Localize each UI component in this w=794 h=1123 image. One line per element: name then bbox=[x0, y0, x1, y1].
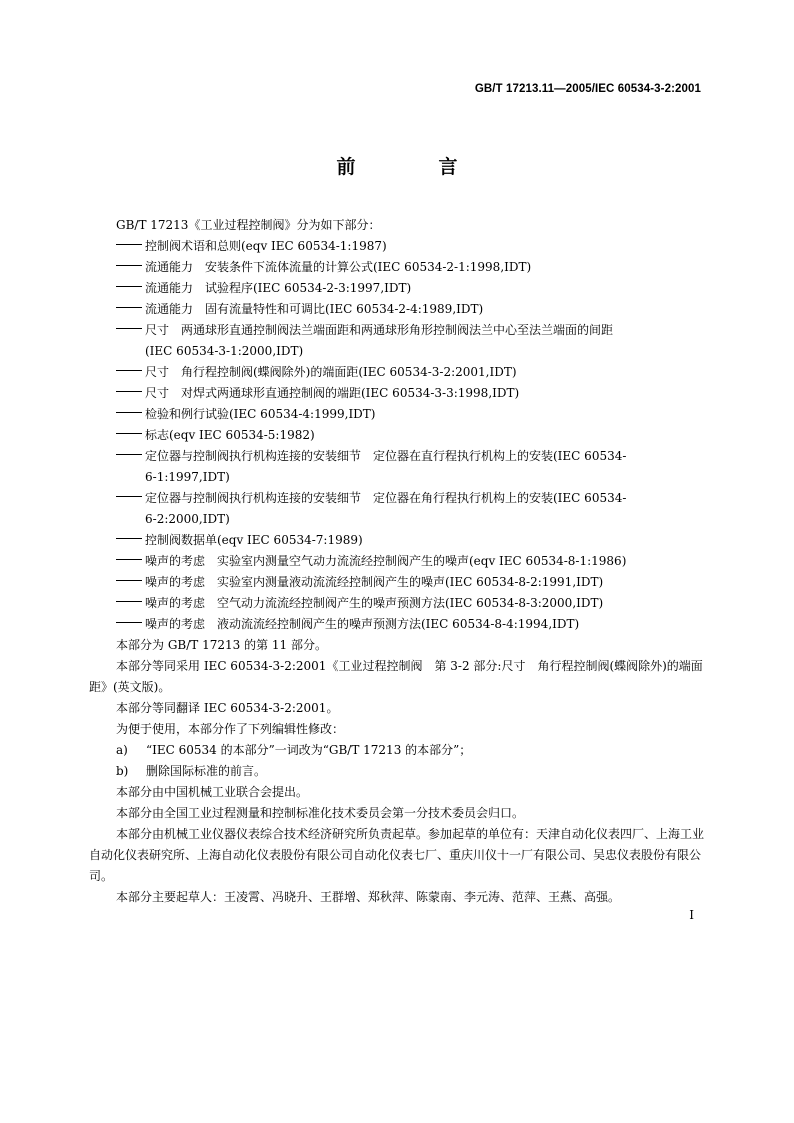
part-title: 标志(eqv IEC 60534-5:1982) bbox=[145, 428, 315, 442]
edit-marker: a) bbox=[116, 743, 128, 757]
part-list-item bbox=[89, 320, 705, 362]
em-dash-marker bbox=[116, 551, 142, 572]
foreword-body bbox=[89, 215, 705, 908]
parts-list bbox=[89, 236, 705, 635]
part-list-item bbox=[89, 257, 705, 278]
drafting-units-statement: 本部分由机械工业仪器仪表综合技术经济研究所负责起草。参加起草的单位有：天津自动化仪表四厂、上海工业自动化仪表研究所、上海自动化仪表股份有限公司自动化仪表七厂、重庆川仪十一厂有限公司、吴忠仪表股份有限公司。 bbox=[89, 827, 705, 883]
part-list-item bbox=[89, 278, 705, 299]
part-list-item bbox=[89, 446, 705, 488]
part-title: 控制阀数据单(eqv IEC 60534-7:1989) bbox=[145, 533, 363, 547]
part-title: 噪声的考虑 空气动力流流经控制阀产生的噪声预测方法(IEC 60534-8-3:2000,IDT) bbox=[145, 596, 604, 610]
em-dash-marker bbox=[116, 236, 142, 257]
part-list-item bbox=[89, 383, 705, 404]
part-title-continuation: (IEC 60534-3-1:2000,IDT) bbox=[145, 344, 304, 358]
em-dash-marker bbox=[116, 572, 142, 593]
em-dash-marker bbox=[116, 404, 142, 425]
edit-text: “IEC 60534 的本部分”一词改为“GB/T 17213 的本部分”； bbox=[146, 743, 472, 757]
edit-item bbox=[89, 740, 705, 761]
adoption-statement: 本部分等同采用 IEC 60534-3-2:2001《工业过程控制阀 第 3-2 部分:尺寸 角行程控制阀(蝶阀除外)的端面距》(英文版)。 bbox=[89, 659, 703, 694]
part-title: 定位器与控制阀执行机构连接的安装细节 定位器在角行程执行机构上的安装(IEC 60534- bbox=[145, 491, 627, 505]
em-dash-marker bbox=[116, 320, 142, 341]
part-list-item bbox=[89, 236, 705, 257]
part-list-item bbox=[89, 404, 705, 425]
part-title-continuation: 6-2:2000,IDT) bbox=[145, 512, 230, 526]
drafters-statement: 本部分主要起草人：王凌霄、冯晓升、王群增、郑秋萍、陈蒙南、李元涛、范萍、王燕、高强。 bbox=[116, 890, 621, 904]
page-number: I bbox=[689, 908, 694, 922]
parts-intro: GB/T 17213《工业过程控制阀》分为如下部分： bbox=[116, 218, 381, 232]
standard-number-header: GB/T 17213.11—2005/IEC 60534-3-2:2001 bbox=[474, 83, 701, 95]
em-dash-marker bbox=[116, 257, 142, 278]
edits-intro: 为便于使用，本部分作了下列编辑性修改： bbox=[116, 722, 345, 736]
part-list-item bbox=[89, 530, 705, 551]
part-title: 噪声的考虑 实验室内测量空气动力流流经控制阀产生的噪声(eqv IEC 60534-8-1:1986) bbox=[145, 554, 627, 568]
em-dash-marker bbox=[116, 614, 142, 635]
part-title: 定位器与控制阀执行机构连接的安装细节 定位器在直行程执行机构上的安装(IEC 60534- bbox=[145, 449, 627, 463]
part-list-item bbox=[89, 425, 705, 446]
translation-statement: 本部分等同翻译 IEC 60534-3-2:2001。 bbox=[116, 701, 339, 715]
part-list-item bbox=[89, 362, 705, 383]
part-title: 检验和例行试验(IEC 60534-4:1999,IDT) bbox=[145, 407, 376, 421]
part-title: 噪声的考虑 实验室内测量液动流流经控制阀产生的噪声(IEC 60534-8-2:1991,IDT) bbox=[145, 575, 604, 589]
part-title: 尺寸 对焊式两通球形直通控制阀的端距(IEC 60534-3-3:1998,IDT) bbox=[145, 386, 520, 400]
em-dash-marker bbox=[116, 488, 142, 509]
part-title: 噪声的考虑 液动流流经控制阀产生的噪声预测方法(IEC 60534-8-4:1994,IDT) bbox=[145, 617, 580, 631]
part-list-item bbox=[89, 551, 705, 572]
proposed-statement: 本部分由中国机械工业联合会提出。 bbox=[116, 785, 309, 799]
em-dash-marker bbox=[116, 299, 142, 320]
em-dash-marker bbox=[116, 530, 142, 551]
em-dash-marker bbox=[116, 593, 142, 614]
em-dash-marker bbox=[116, 362, 142, 383]
centralized-statement: 本部分由全国工业过程测量和控制标准化技术委员会第一分技术委员会归口。 bbox=[116, 806, 525, 820]
edit-item bbox=[89, 761, 705, 782]
part-list-item bbox=[89, 488, 705, 530]
part-note: 本部分为 GB/T 17213 的第 11 部分。 bbox=[116, 638, 327, 652]
part-list-item bbox=[89, 299, 705, 320]
part-list-item bbox=[89, 593, 705, 614]
part-title: 流通能力 安装条件下流体流量的计算公式(IEC 60534-2-1:1998,IDT) bbox=[145, 260, 532, 274]
em-dash-marker bbox=[116, 383, 142, 404]
edit-marker: b) bbox=[116, 764, 129, 778]
part-title: 尺寸 角行程控制阀(蝶阀除外)的端面距(IEC 60534-3-2:2001,IDT) bbox=[145, 365, 517, 379]
em-dash-marker bbox=[116, 278, 142, 299]
part-list-item bbox=[89, 614, 705, 635]
part-list-item bbox=[89, 572, 705, 593]
part-title-continuation: 6-1:1997,IDT) bbox=[145, 470, 230, 484]
part-title: 尺寸 两通球形直通控制阀法兰端面距和两通球形角形控制阀法兰中心至法兰端面的间距 bbox=[145, 323, 614, 337]
page-title: 前 言 bbox=[336, 156, 490, 178]
em-dash-marker bbox=[116, 446, 142, 467]
edit-text: 删除国际标准的前言。 bbox=[146, 764, 267, 778]
part-title: 流通能力 试验程序(IEC 60534-2-3:1997,IDT) bbox=[145, 281, 412, 295]
em-dash-marker bbox=[116, 425, 142, 446]
part-title: 流通能力 固有流量特性和可调比(IEC 60534-2-4:1989,IDT) bbox=[145, 302, 484, 316]
part-title: 控制阀术语和总则(eqv IEC 60534-1:1987) bbox=[145, 239, 387, 253]
